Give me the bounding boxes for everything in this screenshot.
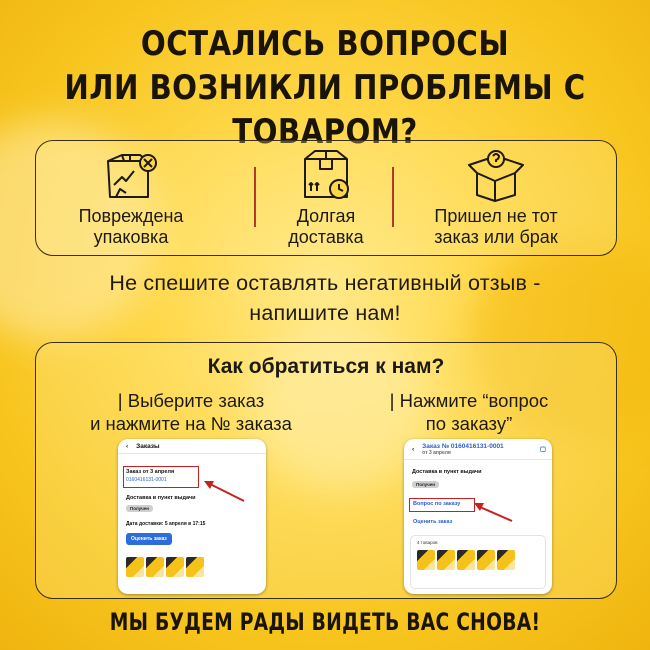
subtitle: [0, 268, 650, 328]
issue-label-line2: упаковка: [93, 227, 169, 247]
product-thumbnail[interactable]: [146, 557, 164, 577]
pointer-arrow-icon: [202, 477, 246, 503]
issue-label-line1: Пришел не тот: [434, 206, 558, 226]
delivery-text: Доставка в пункт выдачи: [126, 495, 196, 501]
product-thumbnail[interactable]: [417, 550, 435, 570]
product-thumbnail[interactable]: [457, 550, 475, 570]
delivery-date: Дата доставки: 5 апреля в 17:15: [126, 521, 206, 527]
status-badge: Получен: [412, 481, 439, 488]
order-question-link[interactable]: Вопрос по заказу: [413, 501, 461, 507]
issue-label-line1: Долгая: [296, 206, 356, 226]
step-1-line2: и нажмите на № заказа: [90, 413, 292, 434]
phone-header-title: Заказы: [136, 442, 160, 450]
rate-order-button[interactable]: Оценить заказ: [126, 533, 172, 545]
issues-panel: [35, 140, 617, 256]
phone-header: [404, 439, 552, 460]
box-clock-icon: [295, 149, 357, 203]
issue-label-line2: заказ или брак: [434, 227, 558, 247]
how-title: Как обратиться к нам?: [207, 355, 445, 378]
phone-header-subtitle: от 3 апреля: [422, 449, 451, 456]
subtitle-line-2: напишите нам!: [249, 301, 401, 325]
damaged-box-icon: [100, 149, 162, 203]
back-arrow-icon[interactable]: ‹: [412, 445, 415, 453]
product-thumbnail[interactable]: [186, 557, 204, 577]
issue-wrong-order: [391, 141, 601, 255]
delivery-text: Доставка в пункт выдачи: [412, 469, 482, 475]
order-number[interactable]: 0160416131-0001: [126, 477, 167, 483]
order-title[interactable]: Заказ от 3 апреля: [126, 469, 175, 475]
subtitle-line-1: Не спешите оставлять негативный отзыв -: [109, 271, 541, 295]
step-2-line2: по заказу”: [425, 413, 513, 434]
highlight-box: [123, 466, 199, 488]
product-thumbnail[interactable]: [166, 557, 184, 577]
step-1-line1: | Выберите заказ: [117, 390, 265, 411]
contact-panel: [35, 342, 617, 599]
issue-label-line2: доставка: [288, 227, 364, 247]
status-badge: Получен: [126, 505, 153, 512]
back-arrow-icon[interactable]: ‹: [126, 442, 129, 450]
issue-label-line1: Повреждена: [78, 206, 184, 226]
title-line-1: ОСТАЛИСЬ ВОПРОСЫ: [140, 24, 510, 64]
product-thumbnails: [126, 557, 206, 579]
items-count: 4 товаров: [417, 540, 438, 545]
phone-header: [118, 439, 266, 454]
product-thumbnail[interactable]: [497, 550, 515, 570]
product-thumbnail[interactable]: [126, 557, 144, 577]
product-thumbnail[interactable]: [437, 550, 455, 570]
page-title: [46, 22, 605, 154]
highlight-box: [409, 498, 475, 512]
phone-screenshot-order-details: [404, 439, 552, 594]
open-box-question-icon: [465, 149, 527, 203]
step-2: [334, 389, 604, 435]
step-2-line1: | Нажмите “вопрос: [389, 390, 549, 411]
footer-slogan: МЫ БУДЕМ РАДЫ ВИДЕТЬ ВАС СНОВА!: [109, 608, 541, 636]
title-line-2: ИЛИ ВОЗНИКЛИ ПРОБЛЕМЫ С ТОВАРОМ?: [64, 68, 586, 152]
pointer-arrow-icon: [472, 499, 516, 525]
items-card: [410, 535, 546, 589]
product-thumbnail[interactable]: [477, 550, 495, 570]
phone-header-title: Заказ № 0160416131-0001: [422, 442, 504, 450]
phone-screenshot-orders: [118, 439, 266, 594]
issue-damaged-packaging: [36, 141, 226, 255]
product-thumbnails: [417, 550, 517, 572]
rate-order-link[interactable]: Оценить заказ: [413, 519, 453, 525]
chat-icon[interactable]: ▢: [539, 446, 546, 453]
step-1: [56, 389, 326, 435]
